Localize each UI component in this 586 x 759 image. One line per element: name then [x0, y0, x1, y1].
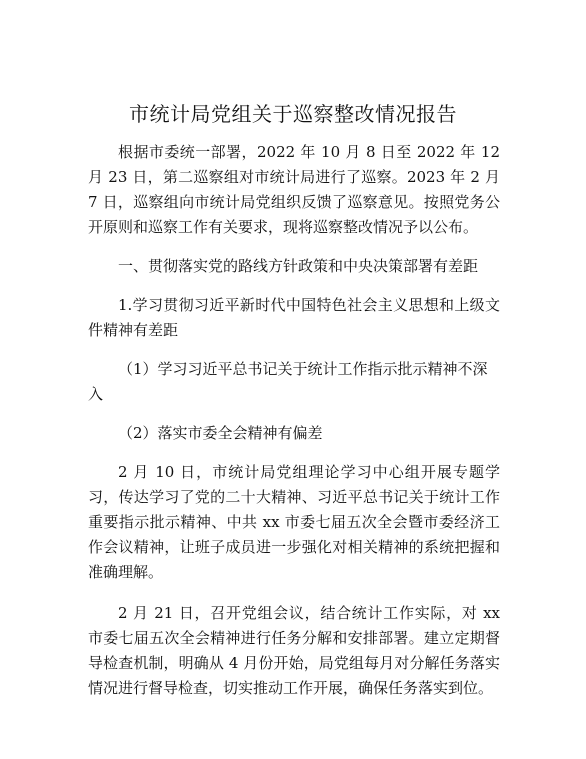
- document-title: 市统计局党组关于巡察整改情况报告: [129, 102, 457, 126]
- section-heading-1: 一、贯彻落实党的路线方针政策和中央决策部署有差距: [118, 257, 479, 275]
- paragraph-feb10: 2 月 10 日，市统计局党组理论学习中心组开展专题学习，传达学习了党的二十大精神、习近平总书记关于统计工作重要指示批示精神、中共 xx 市委七届五次全会暨市委经济工作会议精神，让班子成员进一步强化对相关精神的系统把握和准确理解。: [88, 463, 500, 581]
- paragraph-feb21: 2 月 21 日，召开党组会议，结合统计工作实际，对 xx 市委七届五次全会精神进行任务分解和安排部署。建立定期督导检查机制，明确从 4 月份开始，局党组每月对分解任务落实情况进行督导检查，切实推动工作开展，确保任务落实到位。: [88, 604, 500, 697]
- document-body: [88, 140, 500, 701]
- sub-heading-1: （1）学习习近平总书记关于统计工作指示批示精神不深入: [88, 360, 488, 403]
- item-heading-1: 1.学习贯彻习近平新时代中国特色社会主义思想和上级文件精神有差距: [88, 296, 500, 339]
- intro-paragraph: 根据市委统一部署，2022 年 10 月 8 日至 2022 年 12 月 23 日，第二巡察组对市统计局进行了巡察。2023 年 2 月 7 日，巡察组向市统计局党组织反馈了巡察意见。按照党务公开原则和巡察工作有关要求，现将巡察整改情况予以公布。: [88, 143, 500, 236]
- sub-heading-2: （2）落实市委全会精神有偏差: [118, 424, 323, 442]
